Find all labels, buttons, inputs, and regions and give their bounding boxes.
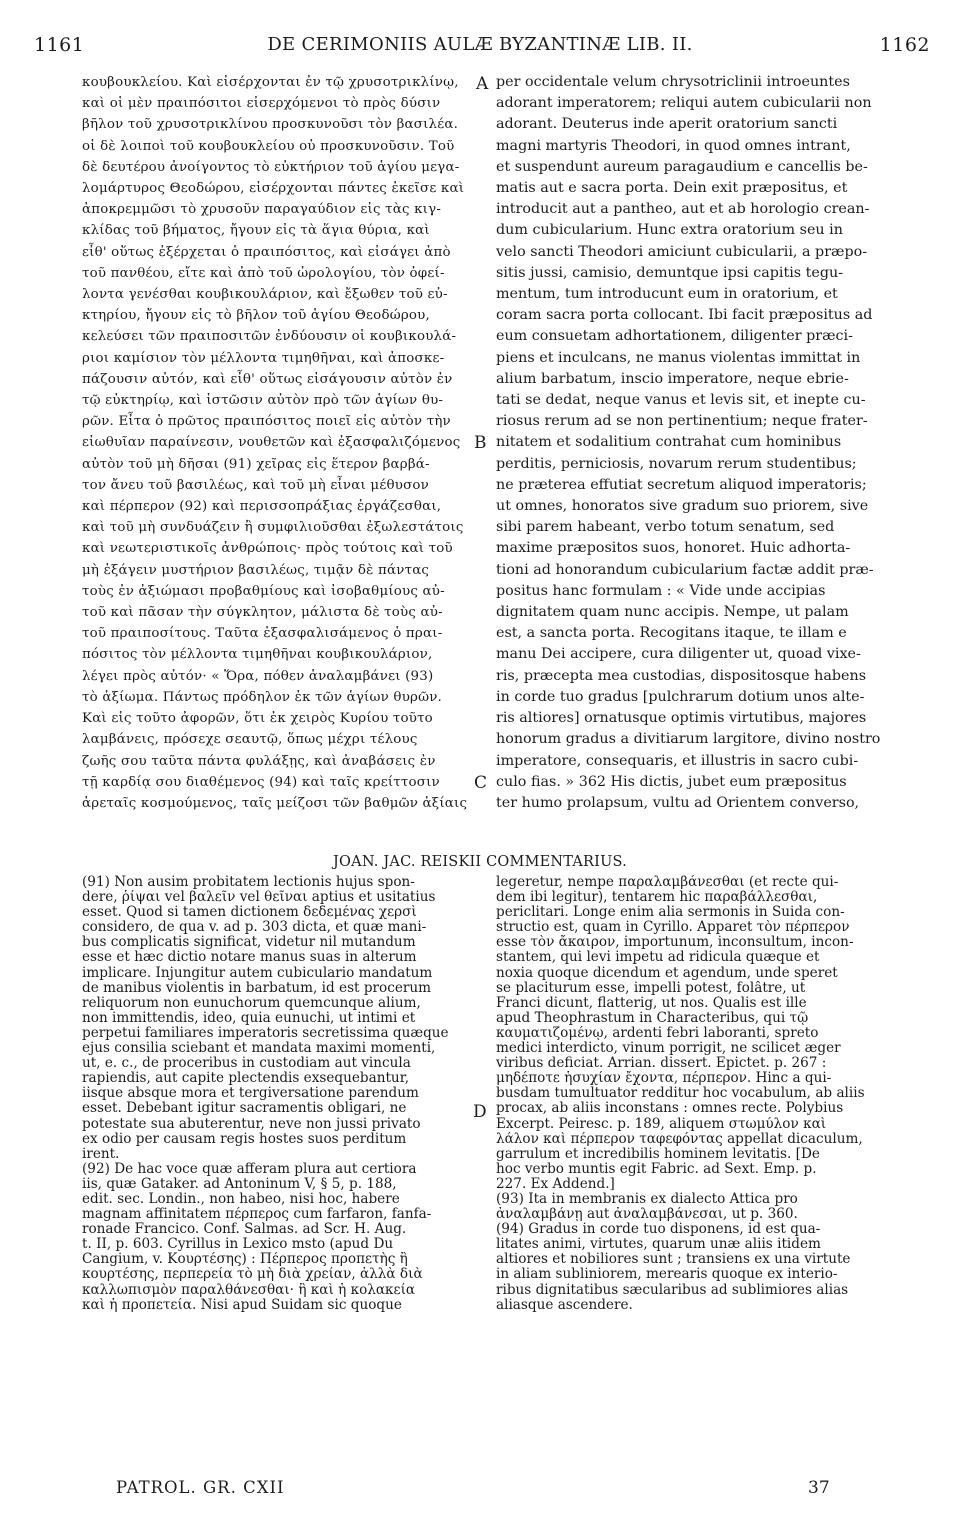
note-line: altiores et nobiliores sunt ; transiens ex una virtute bbox=[496, 1252, 851, 1268]
note-line: magnam affinitatem πέρπερος cum farfaron, fanfa- bbox=[82, 1207, 432, 1223]
latin-text-line: tati se dedat, neque vanus et levis sit, et inepte cu- bbox=[496, 392, 866, 409]
latin-text-line: mentum, tum introducunt eum in oratorium, et bbox=[496, 286, 838, 303]
note-line: ribus dignitatibus sæcularibus ad sublimiores alias bbox=[496, 1282, 849, 1298]
greek-text-line: βῆλον τοῦ χρυσοτρικλίνου προσκυνοῦσι τὸν βασιλέα. bbox=[82, 117, 459, 133]
latin-text-line: sitis jussi, camisio, demuntque ipsi capitis tegu- bbox=[496, 264, 844, 281]
note-line: procax, ab aliis inconstans : omnes recte. Polybius bbox=[496, 1101, 844, 1117]
note-line: irent. bbox=[82, 1146, 120, 1162]
greek-text-line: Καὶ εἰς τοῦτο ἀφορῶν, ὅτι ἐκ χειρὸς Κυρίου τοῦτο bbox=[82, 711, 433, 727]
note-line: Cangium, v. Κουρτέσης) : Πέρπερος προπετὴς ἢ bbox=[82, 1252, 408, 1268]
note-line: ejus consilia sciebant et mandata maximi momenti, bbox=[82, 1041, 436, 1057]
note-line: considero, de qua v. ad p. 303 dicta, et quæ mani- bbox=[82, 920, 427, 936]
greek-text-line: δὲ δευτέρου ἀνοίγοντος τὸ εὐκτήριον τοῦ ἁγίου μεγα- bbox=[82, 159, 460, 175]
greek-text-line: κελεύσει τῶν πραιποσιτῶν ἐνδύουσιν οἱ κουβικουλά- bbox=[82, 329, 457, 345]
note-line: busdam tumultuator redditur hoc vocabulum, ab aliis bbox=[496, 1086, 865, 1102]
note-line: dem ibi legitur), tentarem hic παραβάλλεσθαι, bbox=[496, 890, 818, 906]
latin-text-line: manu Dei accipere, cura diligenter ut, quoad vixe- bbox=[496, 646, 861, 663]
note-line: aliasque ascendere. bbox=[496, 1297, 633, 1313]
greek-text-line: τοῦ καὶ πᾶσαν τὴν σύγκλητον, μάλιστα δὲ τοὺς αὐ- bbox=[82, 605, 443, 621]
note-line: potestate sua abuterentur, neve non jussi privato bbox=[82, 1116, 421, 1132]
note-line: garrulum et incredibilis hominem levitatis. [De bbox=[496, 1146, 820, 1162]
greek-text-line: τῇ καρδίᾳ σου διαθέμενος (94) καὶ ταῖς κρείττοσιν bbox=[82, 774, 440, 790]
latin-text-line: ut omnes, honoratos sive gradum suo priorem, sive bbox=[496, 498, 869, 515]
notes-right-column bbox=[496, 875, 926, 1313]
greek-text-line: ἀρεταῖς κοσμούμενος, ταῖς μείζοσι τῶν βαθμῶν ἀξίαις bbox=[82, 795, 468, 811]
greek-text-line: λαμβάνεις, πρόσεχε σεαυτῷ, ὅπως μέχρι τέλους bbox=[82, 732, 418, 748]
commentary-heading: JOAN. JAC. REISKII COMMENTARIUS. bbox=[333, 854, 627, 870]
latin-text-line: magni martyris Theodori, in quod omnes intrant, bbox=[496, 137, 851, 154]
note-line: (92) De hac voce quæ afferam plura aut certiora bbox=[82, 1161, 417, 1177]
greek-text-line: τοῦ πανθέου, εἴτε καὶ ἀπὸ τοῦ ὡρολογίου, τὸν ὀφεί- bbox=[82, 265, 445, 281]
greek-text-line: πάζουσιν αὐτόν, καὶ εἶθ' οὕτως εἰσάγουσιν αὐτὸν ἐν bbox=[82, 371, 453, 387]
greek-text-line: τὸ ἀξίωμα. Πάντως πρόδηλον ἐκ τῶν ἁγίων θυρῶν. bbox=[82, 689, 443, 705]
greek-text-line: λέγει πρὸς αὐτόν· « Ὅρα, πόθεν ἀναλαμβάνει (93) bbox=[82, 668, 434, 684]
latin-text-line: ris, præcepta mea custodias, dispositosque habens bbox=[496, 667, 867, 684]
note-line: implicare. Injungitur autem cubiculario mandatum bbox=[82, 965, 433, 981]
note-line: esse τὸν ἄκαιρον, importunum, inconsultum, incon- bbox=[496, 935, 854, 951]
latin-text-line: dignitatem quam nunc accipis. Nempe, ut palam bbox=[496, 604, 849, 621]
latin-text-line: ter humo prolapsum, vultu ad Orientem converso, bbox=[496, 794, 860, 811]
note-line: reliquorum non eunuchorum quemcunque alium, bbox=[82, 995, 421, 1011]
latin-text-line: perditis, perniciosis, novarum rerum studentibus; bbox=[496, 455, 857, 472]
latin-text-line: adorant imperatorem; reliqui autem cubicularii non bbox=[496, 95, 872, 112]
note-line: structio est, quam in Cyrillo. Apparet τὸν πέρπερον bbox=[496, 920, 850, 936]
note-line: καυματιζομένῳ, ardenti febri laboranti, spreto bbox=[496, 1025, 819, 1041]
note-line: λάλον καὶ πέρπερον ταφεφόντας appellat dicaculum, bbox=[496, 1131, 863, 1147]
latin-text-line: adorant. Deuterus inde aperit oratorium sancti bbox=[496, 116, 838, 133]
running-title: DE CERIMONIIS AULÆ BYZANTINÆ LIB. II. bbox=[267, 34, 693, 55]
note-line: se placiturum esse, impelli potest, folâtre, ut bbox=[496, 980, 806, 996]
note-line: non immittendis, ideo, quia eunuchi, ut intimi et bbox=[82, 1010, 416, 1026]
note-line: perpetui familiares imperatoris secretissima quæque bbox=[82, 1025, 449, 1041]
greek-text-line: κτηρίου, ἤγουν εἰς τὸ βῆλον τοῦ ἁγίου Θεοδώρου, bbox=[82, 308, 430, 324]
note-line: καλλωπισμὸν παραλθάνεσθαι· ἢ καὶ ἡ κολακεία bbox=[82, 1282, 416, 1298]
latin-text-line: et suspendunt aureum paragaudium e cancellis be- bbox=[496, 158, 868, 175]
greek-text-line: εἰωθυῖαν παραίνεσιν, νουθετῶν καὶ ἐξασφαλιζόμενος bbox=[82, 435, 461, 451]
greek-text-line: λοντα γενέσθαι κουβικουλάριον, καὶ ἔξωθεν τοῦ εὐ- bbox=[82, 287, 448, 303]
greek-text-line: τοῦ πραιποσίτους. Ταῦτα ἐξασφαλισάμενος ὁ πραι- bbox=[82, 626, 443, 642]
note-line: esset. Quod si tamen dictionem δεδεμένας χερσὶ bbox=[82, 905, 417, 921]
note-line: (93) Ita in membranis ex dialecto Attica pro bbox=[496, 1191, 798, 1207]
latin-text-line: in corde tuo gradus [pulchrarum dotium unos alte- bbox=[496, 688, 865, 705]
note-line: κουρτέσης, περπερεία τὸ μὴ διὰ χρείαν, ἀλλὰ διὰ bbox=[82, 1267, 423, 1283]
greek-text-line: εἶθ' οὕτως ἐξέρχεται ὁ πραιπόσιτος, καὶ εἰσάγει ἀπὸ bbox=[82, 244, 451, 260]
greek-text-line: οἱ δὲ λοιποὶ τοῦ κουβουκλείου οὐ προσκυνοῦσιν. Τοῦ bbox=[82, 138, 455, 154]
latin-text-line: sibi parem habeant, verbo totum senatum, sed bbox=[496, 519, 835, 536]
latin-text-line: imperatore, consequaris, et illustris in sacro cubi- bbox=[496, 752, 859, 769]
note-line: iisque absque mora et tergiversatione parendum bbox=[82, 1086, 419, 1102]
note-line: bus complicatis significat, videtur nil mutandum bbox=[82, 935, 416, 951]
note-line: dere, ῥίψαι vel βαλεῖν vel θεῖναι aptius et usitatius bbox=[82, 890, 436, 906]
greek-text-line: τῷ εὐκτηρίῳ, καὶ ἱστῶσιν αὐτὸν πρὸ τῶν ἁγίων θυ- bbox=[82, 393, 444, 409]
latin-text-line: riosus rerum ad se non pertinentium; neque frater- bbox=[496, 413, 868, 430]
greek-text-line: ριοι καμίσιον τὸν μέλλοντα τιμηθῆναι, καὶ ἀποσκε- bbox=[82, 350, 445, 366]
page-number-left: 1161 bbox=[34, 34, 85, 56]
note-line: viribus deficiat. Arrian. dissert. Epictet. p. 267 : bbox=[496, 1056, 827, 1072]
note-line: μηδέποτε ἡσυχίαν ἔχοντα, πέρπερον. Hinc a qui- bbox=[496, 1071, 832, 1087]
note-line: litates animi, virtutes, quarum unæ aliis itidem bbox=[496, 1237, 821, 1253]
latin-text-line: ne præterea effutiat secretum aliquod imperatoris; bbox=[496, 476, 867, 493]
series-footer: PATROL. GR. CXII bbox=[116, 1478, 285, 1497]
greek-text-line: αὐτὸν τοῦ μὴ δῆσαι (91) χεῖρας εἰς ἕτερον βαρβά- bbox=[82, 456, 430, 472]
latin-text-line: dum cubicularium. Hunc extra oratorium seu in bbox=[496, 222, 843, 239]
note-line: ex odio per causam regis hostes suos perditum bbox=[82, 1131, 407, 1147]
latin-text-line: positus hanc formulam : « Vide unde accipias bbox=[496, 582, 826, 599]
latin-text-line: matis aut e sacra porta. Dein exit præpositus, et bbox=[496, 180, 848, 197]
note-line: esse et hæc dictio notare manus suas in alterum bbox=[82, 950, 417, 966]
signature-number: 37 bbox=[808, 1478, 830, 1498]
greek-text-line: κλίδας τοῦ βήματος, ἤγουν εἰς τὰ ἅγια θύρια, καὶ bbox=[82, 223, 430, 239]
note-line: ἀναλαμβάνῃ aut ἀναλαμβάνεσαι, ut p. 360. bbox=[496, 1207, 798, 1223]
note-line: iis, quæ Gataker. ad Antoninum V, § 5, p. 188, bbox=[82, 1176, 397, 1192]
note-line: edit. sec. Londin., non habeo, nisi hoc, habere bbox=[82, 1191, 400, 1207]
note-line: hoc verbo muntis egit Fabric. ad Sext. Emp. p. bbox=[496, 1161, 817, 1177]
latin-text-line: eum consuetam adhortationem, diligenter præci- bbox=[496, 328, 853, 345]
section-marker-a: A bbox=[476, 74, 489, 94]
note-line: (94) Gradus in corde tuo disponens, id est qua- bbox=[496, 1222, 821, 1238]
latin-text-line: honorum gradus a divitiarum largitore, divino nostro bbox=[496, 731, 881, 748]
note-line: in aliam subliniorem, merearis quoque ex interio- bbox=[496, 1267, 838, 1283]
latin-text-line: per occidentale velum chrysotriclinii introeuntes bbox=[496, 74, 850, 90]
note-line: καὶ ἡ προπετεία. Nisi apud Suidam sic quoque bbox=[82, 1297, 402, 1313]
note-line: rapiendis, aut capite plectendis exsequebantur, bbox=[82, 1071, 410, 1087]
note-line: noxia quoque dicendum et agendum, unde speret bbox=[496, 965, 838, 981]
section-marker-d: D bbox=[473, 1102, 487, 1122]
note-line: ut, e. c., de proceribus in custodiam aut vincula bbox=[82, 1056, 411, 1072]
page-number-right: 1162 bbox=[879, 34, 930, 56]
note-line: legeretur, nempe παραλαμβάνεσθαι (et recte qui- bbox=[496, 875, 839, 890]
note-line: de manibus violentis in barbatum, id est procerum bbox=[82, 980, 432, 996]
greek-text-line: λομάρτυρος Θεοδώρου, εἰσέρχονται πάντες ἐκεῖσε καὶ bbox=[82, 181, 465, 197]
greek-text-line: ἀποκρεμμῶσι τὸ χρυσοῦν παραγαύδιον εἰς τὰς κιγ- bbox=[82, 202, 442, 218]
latin-text-line: alium barbatum, inscio imperatore, neque ebrie- bbox=[496, 370, 849, 387]
latin-text-line: tioni ad honorandum cubicularium factæ addit præ- bbox=[496, 561, 874, 578]
section-marker-c: C bbox=[474, 773, 488, 793]
latin-text-line: maxime præpositos suos, honoret. Huic adhorta- bbox=[496, 540, 851, 557]
latin-text-line: ris altiores] ornatusque optimis virtutibus, majores bbox=[496, 710, 867, 727]
note-line: apud Theophrastum in Characteribus, qui τῷ bbox=[496, 1010, 809, 1026]
note-line: Excerpt. Peiresc. p. 189, aliquem στωμύλον καὶ bbox=[496, 1116, 827, 1132]
latin-text-line: introducit aut a pantheo, aut et ab horologio crean- bbox=[496, 201, 870, 218]
greek-text-line: τοὺς ἐν ἀξιώμασι προβαθμίους καὶ ἰσοβαθμίους αὐ- bbox=[82, 583, 445, 599]
note-line: t. II, p. 603. Cyrillus in Lexico msto (apud Du bbox=[82, 1237, 394, 1253]
greek-text-line: μὴ ἐξάγειν μυστήριον βασιλέως, τιμᾷν δὲ πάντας bbox=[82, 562, 430, 578]
note-line: medici interdicto, vinum porrigit, ne scilicet æger bbox=[496, 1041, 841, 1057]
greek-text-line: τον ἄνευ τοῦ βασιλέως, καὶ τοῦ μὴ εἶναι μέθυσον bbox=[82, 477, 430, 493]
greek-text-column bbox=[82, 72, 474, 814]
note-line: esset. Debebant igitur sacramentis obligari, ne bbox=[82, 1101, 407, 1117]
latin-text-line: nitatem et sodalitium contrahat cum hominibus bbox=[496, 434, 842, 451]
note-line: 227. Ex Addend.] bbox=[496, 1176, 615, 1192]
greek-text-line: πόσιτος τὸν μέλλοντα τιμηθῆναι κουβικουλάριον, bbox=[82, 647, 433, 663]
latin-text-line: coram sacra porta collocant. Ibi facit præpositus ad bbox=[496, 307, 873, 324]
notes-left-column bbox=[82, 875, 474, 1313]
latin-text-line: culo fias. » 362 His dictis, jubet eum præpositus bbox=[496, 773, 847, 790]
latin-text-line: velo sancti Theodori amiciunt cubicularii, a præpo- bbox=[496, 243, 868, 260]
note-line: Franci dicunt, flatterig, ut nos. Qualis est ille bbox=[496, 995, 807, 1011]
latin-translation-column bbox=[496, 72, 926, 814]
note-line: ronade Francico. Conf. Salmas. ad Scr. H. Aug. bbox=[82, 1222, 407, 1238]
greek-text-line: καὶ οἱ μὲν πραιπόσιτοι εἰσερχόμενοι τὸ πρὸς δύσιν bbox=[82, 96, 441, 112]
note-line: stantem, qui levi impetu ad ridicula quæque et bbox=[496, 950, 820, 966]
note-line: (91) Non ausim probitatem lectionis hujus spon- bbox=[82, 875, 415, 890]
greek-text-line: καὶ νεωτεριστικοῖς ἀνθρώποις· πρὸς τούτοις καὶ τοῦ bbox=[82, 541, 453, 557]
greek-text-line: καὶ τοῦ μὴ συνδυάζειν ἢ συμφιλιοῦσθαι ἐξωλεστάτοις bbox=[82, 520, 464, 536]
latin-text-line: piens et inculcans, ne manus violentas immittat in bbox=[496, 349, 861, 366]
greek-text-line: ζωῆς σου ταῦτα πάντα φυλάξῃς, καὶ ἀναβάσεις ἐν bbox=[82, 753, 436, 769]
note-line: periclitari. Longe enim alia sermonis in Suida con- bbox=[496, 905, 845, 921]
greek-text-line: καὶ πέρπερον (92) καὶ περισσοπράξιας ἐργάζεσθαι, bbox=[82, 499, 442, 515]
latin-text-line: est, a sancta porta. Recogitans itaque, te illam e bbox=[496, 625, 847, 642]
greek-text-line: ρῶν. Εἶτα ὁ πρῶτος πραιπόσιτος ποιεῖ εἰς αὐτὸν τὴν bbox=[82, 414, 451, 430]
section-marker-b: B bbox=[474, 433, 487, 453]
greek-text-line: κουβουκλείου. Καὶ εἰσέρχονται ἐν τῷ χρυσοτρικλίνῳ, bbox=[82, 75, 459, 90]
